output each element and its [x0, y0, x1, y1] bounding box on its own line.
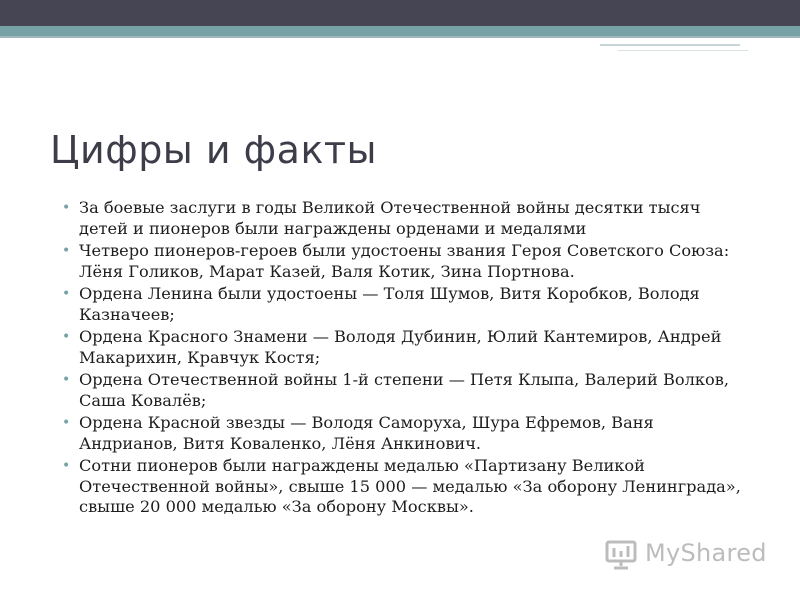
bullet-text: Ордена Красного Знамени — Володя Дубинин, Юлий Кантемиров, Андрей Макарихин, Кравчук Костя; — [79, 327, 722, 367]
accent-line — [618, 50, 748, 51]
bullet-text: Ордена Отечественной войны 1-й степени — Петя Клыпа, Валерий Волков, Саша Ковалёв; — [79, 370, 729, 410]
bullet-icon: • — [62, 415, 71, 431]
list-item — [62, 198, 752, 239]
accent-line — [600, 44, 740, 46]
header-bar-teal — [0, 26, 800, 36]
watermark-text: MyShared — [645, 539, 767, 567]
watermark-logo[interactable] — [605, 536, 770, 572]
list-item — [62, 370, 752, 411]
bullet-icon: • — [62, 243, 71, 259]
bullet-icon: • — [62, 329, 71, 345]
presentation-board-icon — [605, 540, 637, 570]
bullet-list — [62, 198, 752, 520]
list-item — [62, 284, 752, 325]
bullet-icon: • — [62, 458, 71, 474]
bullet-text: Сотни пионеров были награждены медалью «Партизану Великой Отечественной войны», свыше 15 000 — медалью «За оборону Ленинграда», свыше 20 000 медалью «За оборону Москвы». — [79, 456, 741, 516]
bullet-icon: • — [62, 200, 71, 216]
bullet-text: Четверо пионеров-героев были удостоены звания Героя Советского Союза: Лёня Голиков, Марат Казей, Валя Котик, Зина Портнова. — [79, 241, 730, 281]
bullet-text: Ордена Красной звезды — Володя Саморуха, Шура Ефремов, Ваня Андрианов, Витя Коваленко, Лёня Анкинович. — [79, 413, 654, 453]
header-bar-thin — [0, 36, 800, 38]
bullet-icon: • — [62, 372, 71, 388]
list-item — [62, 327, 752, 368]
bullet-text: Ордена Ленина были удостоены — Толя Шумов, Витя Коробков, Володя Казначеев; — [79, 284, 700, 324]
header-bar-dark — [0, 0, 800, 26]
bullet-text: За боевые заслуги в годы Великой Отечественной войны десятки тысяч детей и пионеров были награждены орденами и медалями — [79, 198, 701, 238]
list-item — [62, 456, 752, 518]
bullet-icon: • — [62, 286, 71, 302]
list-item — [62, 413, 752, 454]
slide-title: Цифры и факты — [50, 128, 378, 172]
list-item — [62, 241, 752, 282]
